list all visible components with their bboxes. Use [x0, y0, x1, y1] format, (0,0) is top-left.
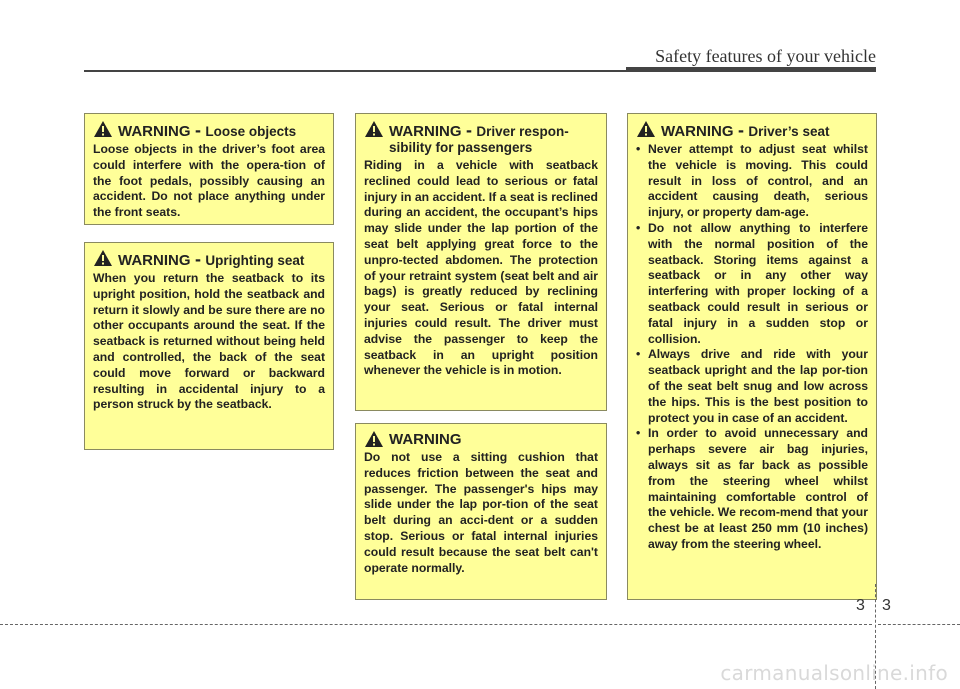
warning-box-driver-responsibility	[355, 113, 607, 411]
warning-body: Loose objects in the driver’s foot area could interfere with the opera-tion of the foot pedals, possibly causing an accident. Do not place anything under the front seats.	[93, 142, 325, 220]
warning-subtitle: Loose objects	[205, 124, 297, 139]
warning-label: WARNING	[389, 431, 462, 448]
warning-triangle-icon	[93, 249, 113, 267]
warning-title	[364, 432, 598, 448]
warning-dash: -	[737, 120, 744, 140]
warning-label: WARNING	[389, 123, 462, 140]
warning-dash: -	[194, 120, 201, 140]
list-item: • Always drive and ride with your seatback upright and the lap por-tion of the seat belt snug and low across the hips. This is the best position to protect you in case of an accident.	[636, 347, 868, 426]
page-number: 3	[882, 597, 891, 614]
warning-triangle-icon	[364, 120, 384, 138]
warning-triangle-icon	[93, 120, 113, 138]
warning-box-loose-objects	[84, 113, 334, 225]
warning-bullet-list	[636, 142, 868, 553]
warning-subtitle: Uprighting seat	[205, 253, 305, 268]
header-rule-accent	[626, 67, 876, 72]
warning-box-sitting-cushion	[355, 423, 607, 600]
warning-title	[364, 122, 598, 156]
warning-label: WARNING	[118, 252, 191, 269]
warning-title	[636, 122, 868, 140]
warning-body: Riding in a vehicle with seatback reclined could lead to serious or fatal injury in an accident. If a seat is reclined during an accident, the occupant’s hips may slide under the lap portion of the seat belt applying great force to the unpro-tected abdomen. The protection of your retraint system (seat belt and air bags) is greatly reduced by reclining your seat. Serious or fatal internal injuries could result. The driver must advise the passenger to keep the seatback in an upright position whenever the vehicle is in motion.	[364, 158, 598, 378]
warning-box-drivers-seat	[627, 113, 877, 600]
list-item: • Never attempt to adjust seat whilst the vehicle is moving. This could result in loss of control, and an accident causing death, serious injury, or property dam-age.	[636, 142, 868, 221]
chapter-number: 3	[856, 597, 865, 614]
warning-triangle-icon	[364, 430, 384, 448]
warning-box-uprighting-seat	[84, 242, 334, 450]
footer-rule	[0, 624, 872, 625]
warning-subtitle: Driver’s seat	[748, 124, 830, 139]
warning-body: Do not use a sitting cushion that reduces friction between the seat and passenger. The passenger's hips may slide under the lap por-tion of the seat belt during an acci-dent or a sudden stop. Serious or fatal internal injuries could result because the seat belt can't operate normally.	[364, 450, 598, 575]
warning-subtitle: Driver respon-sibility for passengers	[389, 124, 569, 155]
warning-dash: -	[194, 249, 201, 269]
warning-title	[93, 251, 325, 269]
warning-dash: -	[465, 120, 472, 140]
warning-triangle-icon	[636, 120, 656, 138]
warning-label: WARNING	[661, 123, 734, 140]
warning-label: WARNING	[118, 123, 191, 140]
warning-title	[93, 122, 325, 140]
list-item: • Do not allow anything to interfere with the normal position of the seatback. Storing items against a seatback or in any other way interfering with proper locking of a seatback could result in serious or fatal injury in a sudden stop or collision.	[636, 221, 868, 347]
warning-body: When you return the seatback to its upright position, hold the seatback and return it slowly and be sure there are no other occupants around the seat. If the seatback is returned without being held and controlled, the back of the seat could move forward or backward resulting in accidental injury to a person struck by the seatback.	[93, 271, 325, 412]
list-item: • In order to avoid unnecessary and perhaps severe air bag injuries, always sit as far back as possible from the steering wheel whilst maintaining comfortable control of the vehicle. We recom-mend that your chest be at least 250 mm (10 inches) away from the steering wheel.	[636, 426, 868, 552]
watermark: carmanualsonline.info	[720, 661, 948, 685]
page-header-title: Safety features of your vehicle	[655, 46, 876, 66]
footer-rule-right	[878, 624, 960, 625]
